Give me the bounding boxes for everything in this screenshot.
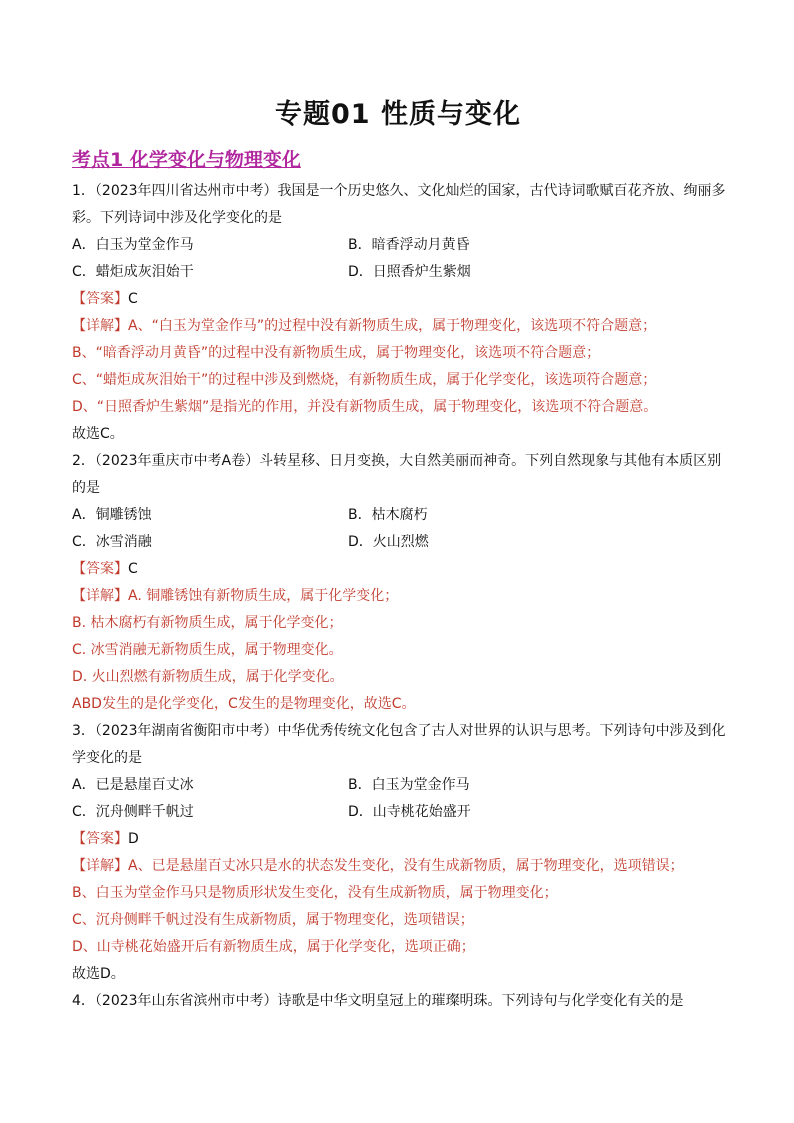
option-b: B．白玉为堂金作马 — [348, 777, 470, 793]
options-row — [72, 772, 724, 799]
option-b: B．暗香浮动月黄昏 — [348, 237, 470, 253]
document-page — [72, 92, 724, 1015]
detail-line: D、“日照香炉生紫烟”是指光的作用，并没有新物质生成，属于物理变化，该选项不符合题意。 — [72, 399, 658, 415]
detail-line: C. 冰雪消融无新物质生成，属于物理变化。 — [72, 642, 343, 658]
detail-text: A、已是悬崖百丈冰只是水的状态发生变化，没有生成新物质，属于物理变化，选项错误； — [128, 858, 684, 874]
option-d: D．日照香炉生紫烟 — [348, 264, 471, 280]
page-title: 专题01 性质与变化 — [275, 99, 521, 130]
question-stem: 1．（2023年四川省达州市中考）我国是一个历史悠久、文化灿烂的国家，古代诗词歌赋百花齐放、绚丽多 — [72, 183, 726, 199]
detail-line: C、沉舟侧畔千帆过没有生成新物质，属于物理变化，选项错误； — [72, 912, 474, 928]
conclusion: ABD发生的是化学变化，C发生的是物理变化，故选C。 — [72, 696, 416, 712]
options-row — [72, 232, 724, 259]
section-heading: 考点1 化学变化与物理变化 — [72, 149, 301, 171]
detail-line: D、山寺桃花始盛开后有新物质生成，属于化学变化，选项正确； — [72, 939, 475, 955]
option-c: C．沉舟侧畔千帆过 — [72, 804, 194, 820]
question-1 — [72, 178, 724, 448]
option-d: D．山寺桃花始盛开 — [348, 804, 471, 820]
answer-line — [72, 556, 724, 583]
question-stem: 3．（2023年湖南省衡阳市中考）中华优秀传统文化包含了古人对世界的认识与思考。下列诗句中涉及到化 — [72, 723, 726, 739]
detail-line: B. 枯木腐朽有新物质生成，属于化学变化； — [72, 615, 343, 631]
detail-text: A. 铜雕锈蚀有新物质生成，属于化学变化； — [128, 588, 399, 604]
answer-tag: 【答案】 — [72, 831, 128, 847]
option-a: A．已是悬崖百丈冰 — [72, 777, 194, 793]
detail-tag: 【详解】 — [72, 318, 128, 334]
detail-text: A、“白玉为堂金作马”的过程中没有新物质生成，属于物理变化，该选项不符合题意； — [128, 318, 657, 334]
answer-value: C — [128, 561, 138, 577]
question-stem: 彩。下列诗词中涉及化学变化的是 — [72, 210, 282, 226]
options-row — [72, 529, 724, 556]
option-d: D．火山烈燃 — [348, 534, 429, 550]
question-4 — [72, 988, 724, 1015]
question-stem: 2．（2023年重庆市中考A卷）斗转星移、日月变换，大自然美丽而神奇。下列自然现象与其他有本质区别 — [72, 453, 722, 469]
answer-line — [72, 286, 724, 313]
option-b: B．枯木腐朽 — [348, 507, 428, 523]
options-row — [72, 502, 724, 529]
option-a: A．白玉为堂金作马 — [72, 237, 194, 253]
question-stem: 4．（2023年山东省滨州市中考）诗歌是中华文明皇冠上的璀璨明珠。下列诗句与化学变化有关的是 — [72, 993, 684, 1009]
options-row — [72, 259, 724, 286]
detail-line: B、白玉为堂金作马只是物质形状发生变化，没有生成新物质，属于物理变化； — [72, 885, 558, 901]
answer-line — [72, 826, 724, 853]
option-c: C．冰雪消融 — [72, 534, 152, 550]
detail-line: C、“蜡炬成灰泪始干”的过程中涉及到燃烧，有新物质生成，属于化学变化，该选项符合题意； — [72, 372, 657, 388]
option-c: C．蜡炬成灰泪始干 — [72, 264, 194, 280]
detail-tag: 【详解】 — [72, 588, 128, 604]
detail-tag: 【详解】 — [72, 858, 128, 874]
detail-line — [72, 583, 724, 610]
question-3 — [72, 718, 724, 988]
conclusion: 故选D。 — [72, 966, 125, 982]
conclusion: 故选C。 — [72, 426, 124, 442]
detail-line: B、“暗香浮动月黄昏”的过程中没有新物质生成，属于物理变化，该选项不符合题意； — [72, 345, 601, 361]
options-row — [72, 799, 724, 826]
option-a: A．铜雕锈蚀 — [72, 507, 152, 523]
answer-tag: 【答案】 — [72, 291, 128, 307]
question-stem: 学变化的是 — [72, 750, 142, 766]
answer-value: C — [128, 291, 138, 307]
question-stem: 的是 — [72, 480, 100, 496]
detail-line — [72, 313, 724, 340]
answer-tag: 【答案】 — [72, 561, 128, 577]
question-2 — [72, 448, 724, 718]
detail-line — [72, 853, 724, 880]
answer-value: D — [128, 831, 139, 847]
detail-line: D. 火山烈燃有新物质生成，属于化学变化。 — [72, 669, 344, 685]
